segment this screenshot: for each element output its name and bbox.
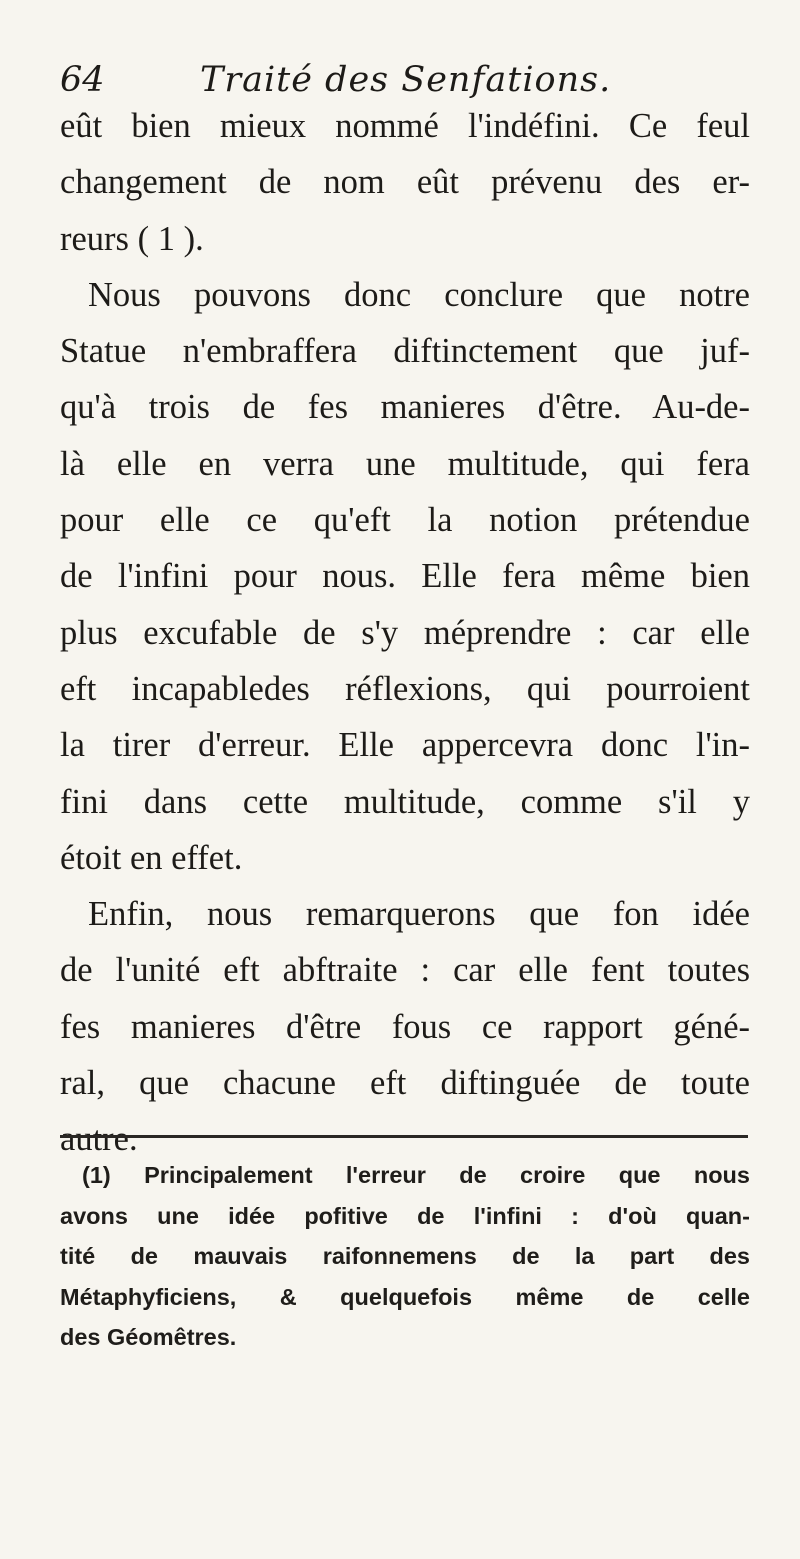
- text-line: Statue n'embraffera diftinctement que juf-: [60, 332, 750, 371]
- text-line: de l'infini pour nous. Elle fera même bien: [60, 557, 750, 596]
- text-line: reurs ( 1 ).: [60, 219, 204, 258]
- page-number: 64: [60, 60, 105, 100]
- footnote-rule: [60, 1135, 748, 1138]
- footnote: [60, 1155, 750, 1358]
- text-line: qu'à trois de fes manieres d'être. Au-de-: [60, 388, 750, 427]
- text-line: fini dans cette multitude, comme s'il y: [60, 782, 750, 821]
- text-line: plus excufable de s'y méprendre : car elle: [60, 613, 750, 652]
- footnote-line: tité de mauvais raifonnemens de la part des: [60, 1243, 750, 1269]
- text-line: là elle en verra une multitude, qui fera: [60, 444, 750, 483]
- text-line: la tirer d'erreur. Elle appercevra donc l'in-: [60, 726, 750, 765]
- text-line: étoit en effet.: [60, 838, 243, 877]
- text-line: de l'unité eft abftraite : car elle fent toutes: [60, 951, 750, 990]
- text-line: Nous pouvons donc conclure que notre: [88, 275, 750, 314]
- text-line: eft incapabledes réflexions, qui pourroient: [60, 669, 750, 708]
- text-line: autre.: [60, 1120, 138, 1159]
- running-title: Traité des Senfations.: [200, 60, 612, 100]
- body-text: [60, 98, 750, 1168]
- text-line: Enfin, nous remarquerons que fon idée: [88, 895, 750, 934]
- text-line: eût bien mieux nommé l'indéfini. Ce feul: [60, 107, 750, 145]
- text-line: pour elle ce qu'eft la notion prétendue: [60, 501, 750, 540]
- footnote-line: avons une idée pofitive de l'infini : d'où quan-: [60, 1202, 750, 1229]
- text-line: fes manieres d'être fous ce rapport géné-: [60, 1007, 750, 1046]
- footnote-line: (1) Principalement l'erreur de croire que nous: [82, 1162, 750, 1188]
- footnote-line: Métaphyficiens, & quelquefois même de celle: [60, 1283, 750, 1310]
- text-line: ral, que chacune eft diftinguée de toute: [60, 1064, 750, 1103]
- footnote-line: des Géomêtres.: [60, 1324, 237, 1350]
- text-line: changement de nom eût prévenu des er-: [60, 163, 750, 202]
